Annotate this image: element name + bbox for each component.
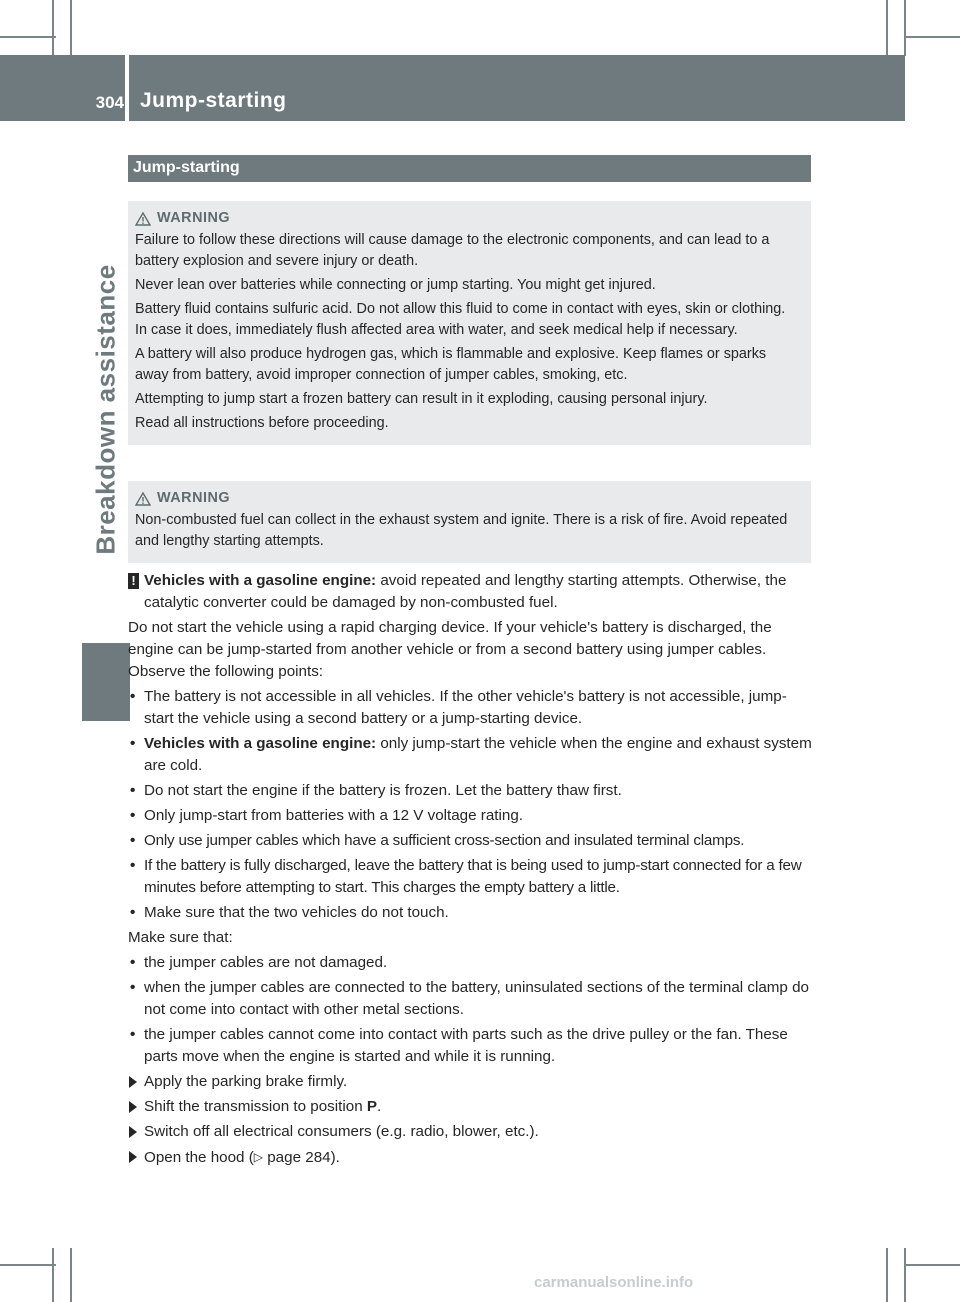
crop-mark bbox=[52, 1248, 54, 1302]
bullet-text: the jumper cables are not damaged. bbox=[144, 954, 388, 971]
list-item bbox=[128, 1024, 813, 1068]
warning-triangle-icon bbox=[135, 212, 151, 226]
bullet-text: If the battery is fully discharged, leave the battery that is being used to jump-start connected for a few minutes before attempting to start. This charges the empty battery a little. bbox=[144, 857, 802, 896]
notice-bold: Vehicles with a gasoline engine: bbox=[144, 572, 377, 589]
bullet-icon: • bbox=[130, 954, 136, 971]
list-item bbox=[128, 830, 813, 852]
bullet-icon: • bbox=[130, 807, 136, 824]
warning-text: Read all instructions before proceeding. bbox=[135, 415, 389, 431]
bullet-text: Do not start the engine if the battery is frozen. Let the battery thaw first. bbox=[144, 782, 622, 799]
step-text: Open the hood ( bbox=[144, 1149, 254, 1166]
header-divider bbox=[125, 55, 129, 121]
crop-mark bbox=[886, 1248, 888, 1302]
crop-mark bbox=[904, 1264, 960, 1266]
warning-box bbox=[128, 201, 811, 445]
notice bbox=[128, 570, 813, 614]
warning-box bbox=[128, 481, 811, 563]
crop-mark bbox=[904, 1248, 906, 1302]
bullet-icon: • bbox=[130, 904, 136, 921]
list-item bbox=[128, 952, 813, 974]
section-title: Jump-starting bbox=[128, 155, 811, 182]
page-number: 304 bbox=[95, 93, 124, 112]
watermark: carmanualsonline.info bbox=[534, 1274, 694, 1291]
step-arrow-icon bbox=[129, 1151, 137, 1163]
list-item bbox=[128, 733, 813, 777]
step-text: . bbox=[377, 1098, 382, 1115]
warning-text: Failure to follow these directions will cause damage to the electronic components, and can lead to a battery explosion and severe injury or death. bbox=[135, 232, 770, 269]
list-item bbox=[128, 977, 813, 1021]
step-arrow-icon bbox=[129, 1076, 137, 1088]
step-text: Apply the parking brake firmly. bbox=[144, 1073, 348, 1090]
page-header bbox=[0, 55, 905, 121]
instruction-step bbox=[128, 1146, 813, 1169]
crop-mark bbox=[70, 1248, 72, 1302]
intro-paragraph: Do not start the vehicle using a rapid charging device. If your vehicle's battery is discharged, the engine can be jump-started from another vehicle or from a second battery using jumper cables. Observe the following points: bbox=[128, 619, 772, 680]
instruction-step bbox=[128, 1121, 813, 1143]
warning-text: Battery fluid contains sulfuric acid. Do not allow this fluid to come in contact with eyes, skin or clothing. In case it does, immediately flush affected area with water, and seek medical help if necessary. bbox=[135, 301, 786, 338]
header-title: Jump-starting bbox=[140, 89, 287, 112]
bullet-icon: • bbox=[130, 832, 136, 849]
instruction-step bbox=[128, 1096, 813, 1118]
bullet-icon: • bbox=[130, 782, 136, 799]
warning-text: Attempting to jump start a frozen battery can result in it exploding, causing personal injury. bbox=[135, 391, 708, 407]
step-bold: P bbox=[366, 1098, 377, 1115]
crop-mark bbox=[886, 0, 888, 56]
crop-mark bbox=[904, 0, 906, 56]
chapter-marker-block bbox=[82, 643, 130, 721]
crop-mark bbox=[904, 36, 960, 38]
main-content bbox=[128, 570, 813, 1172]
bullet-icon: • bbox=[130, 979, 136, 996]
bullet-text: The battery is not accessible in all vehicles. If the other vehicle's battery is not accessible, jump-start the vehicle using a second battery or a jump-starting device. bbox=[144, 688, 787, 727]
warning-header bbox=[135, 208, 801, 229]
warning-text: Never lean over batteries while connecting or jump starting. You might get injured. bbox=[135, 277, 656, 293]
bullet-text: Only use jumper cables which have a sufficient cross-section and insulated terminal clamps. bbox=[144, 832, 745, 849]
instruction-step bbox=[128, 1071, 813, 1093]
warning-header bbox=[135, 488, 801, 509]
list-item bbox=[128, 780, 813, 802]
step-text: Shift the transmission to position bbox=[144, 1098, 367, 1115]
bullet-text: Make sure that the two vehicles do not touch. bbox=[144, 904, 449, 921]
step-arrow-icon bbox=[129, 1126, 137, 1138]
page-reference-link[interactable]: page 284). bbox=[263, 1149, 340, 1166]
list-item bbox=[128, 902, 813, 924]
crop-mark bbox=[52, 0, 54, 56]
bullet-text: Only jump-start from batteries with a 12 V voltage rating. bbox=[144, 807, 524, 824]
chapter-label: Breakdown assistance bbox=[90, 263, 121, 555]
warning-label: WARNING bbox=[157, 210, 231, 226]
list-item bbox=[128, 855, 813, 899]
notice-exclamation-icon: ! bbox=[128, 573, 139, 589]
bullet-bold: Vehicles with a gasoline engine: bbox=[144, 735, 377, 752]
bullet-text: when the jumper cables are connected to the battery, uninsulated sections of the terminal clamp do not come into contact with other metal sections. bbox=[144, 979, 809, 1018]
bullet-icon: • bbox=[130, 688, 136, 705]
step-arrow-icon bbox=[129, 1101, 137, 1113]
warning-triangle-icon bbox=[135, 492, 151, 506]
crop-mark bbox=[70, 0, 72, 56]
warning-text: Non-combusted fuel can collect in the exhaust system and ignite. There is a risk of fire. Avoid repeated and lengthy starting attempts. bbox=[135, 512, 788, 549]
warning-label: WARNING bbox=[157, 490, 231, 506]
bullet-icon: • bbox=[130, 857, 136, 874]
warning-text: A battery will also produce hydrogen gas, which is flammable and explosive. Keep flames or sparks away from battery, avoid improper connection of jumper cables, smoking, etc. bbox=[135, 346, 767, 383]
crop-mark bbox=[0, 1264, 56, 1266]
bullet-icon: • bbox=[130, 735, 136, 752]
make-sure-heading: Make sure that: bbox=[128, 929, 233, 946]
list-item bbox=[128, 805, 813, 827]
bullet-icon: • bbox=[130, 1026, 136, 1043]
crop-mark bbox=[0, 36, 56, 38]
bullet-text: only jump-start the vehicle when the engine and exhaust system are cold. bbox=[144, 735, 812, 774]
chapter-side-tab bbox=[82, 133, 130, 685]
page-reference-arrow-icon[interactable]: ▷ bbox=[253, 1150, 264, 1164]
bullet-text: the jumper cables cannot come into contact with parts such as the drive pulley or the fan. These parts move when the engine is started and while it is running. bbox=[144, 1026, 788, 1065]
list-item bbox=[128, 686, 813, 730]
notice-text: avoid repeated and lengthy starting attempts. Otherwise, the catalytic converter could be damaged by non-combusted fuel. bbox=[144, 572, 787, 611]
step-text: Switch off all electrical consumers (e.g. radio, blower, etc.). bbox=[144, 1123, 539, 1140]
